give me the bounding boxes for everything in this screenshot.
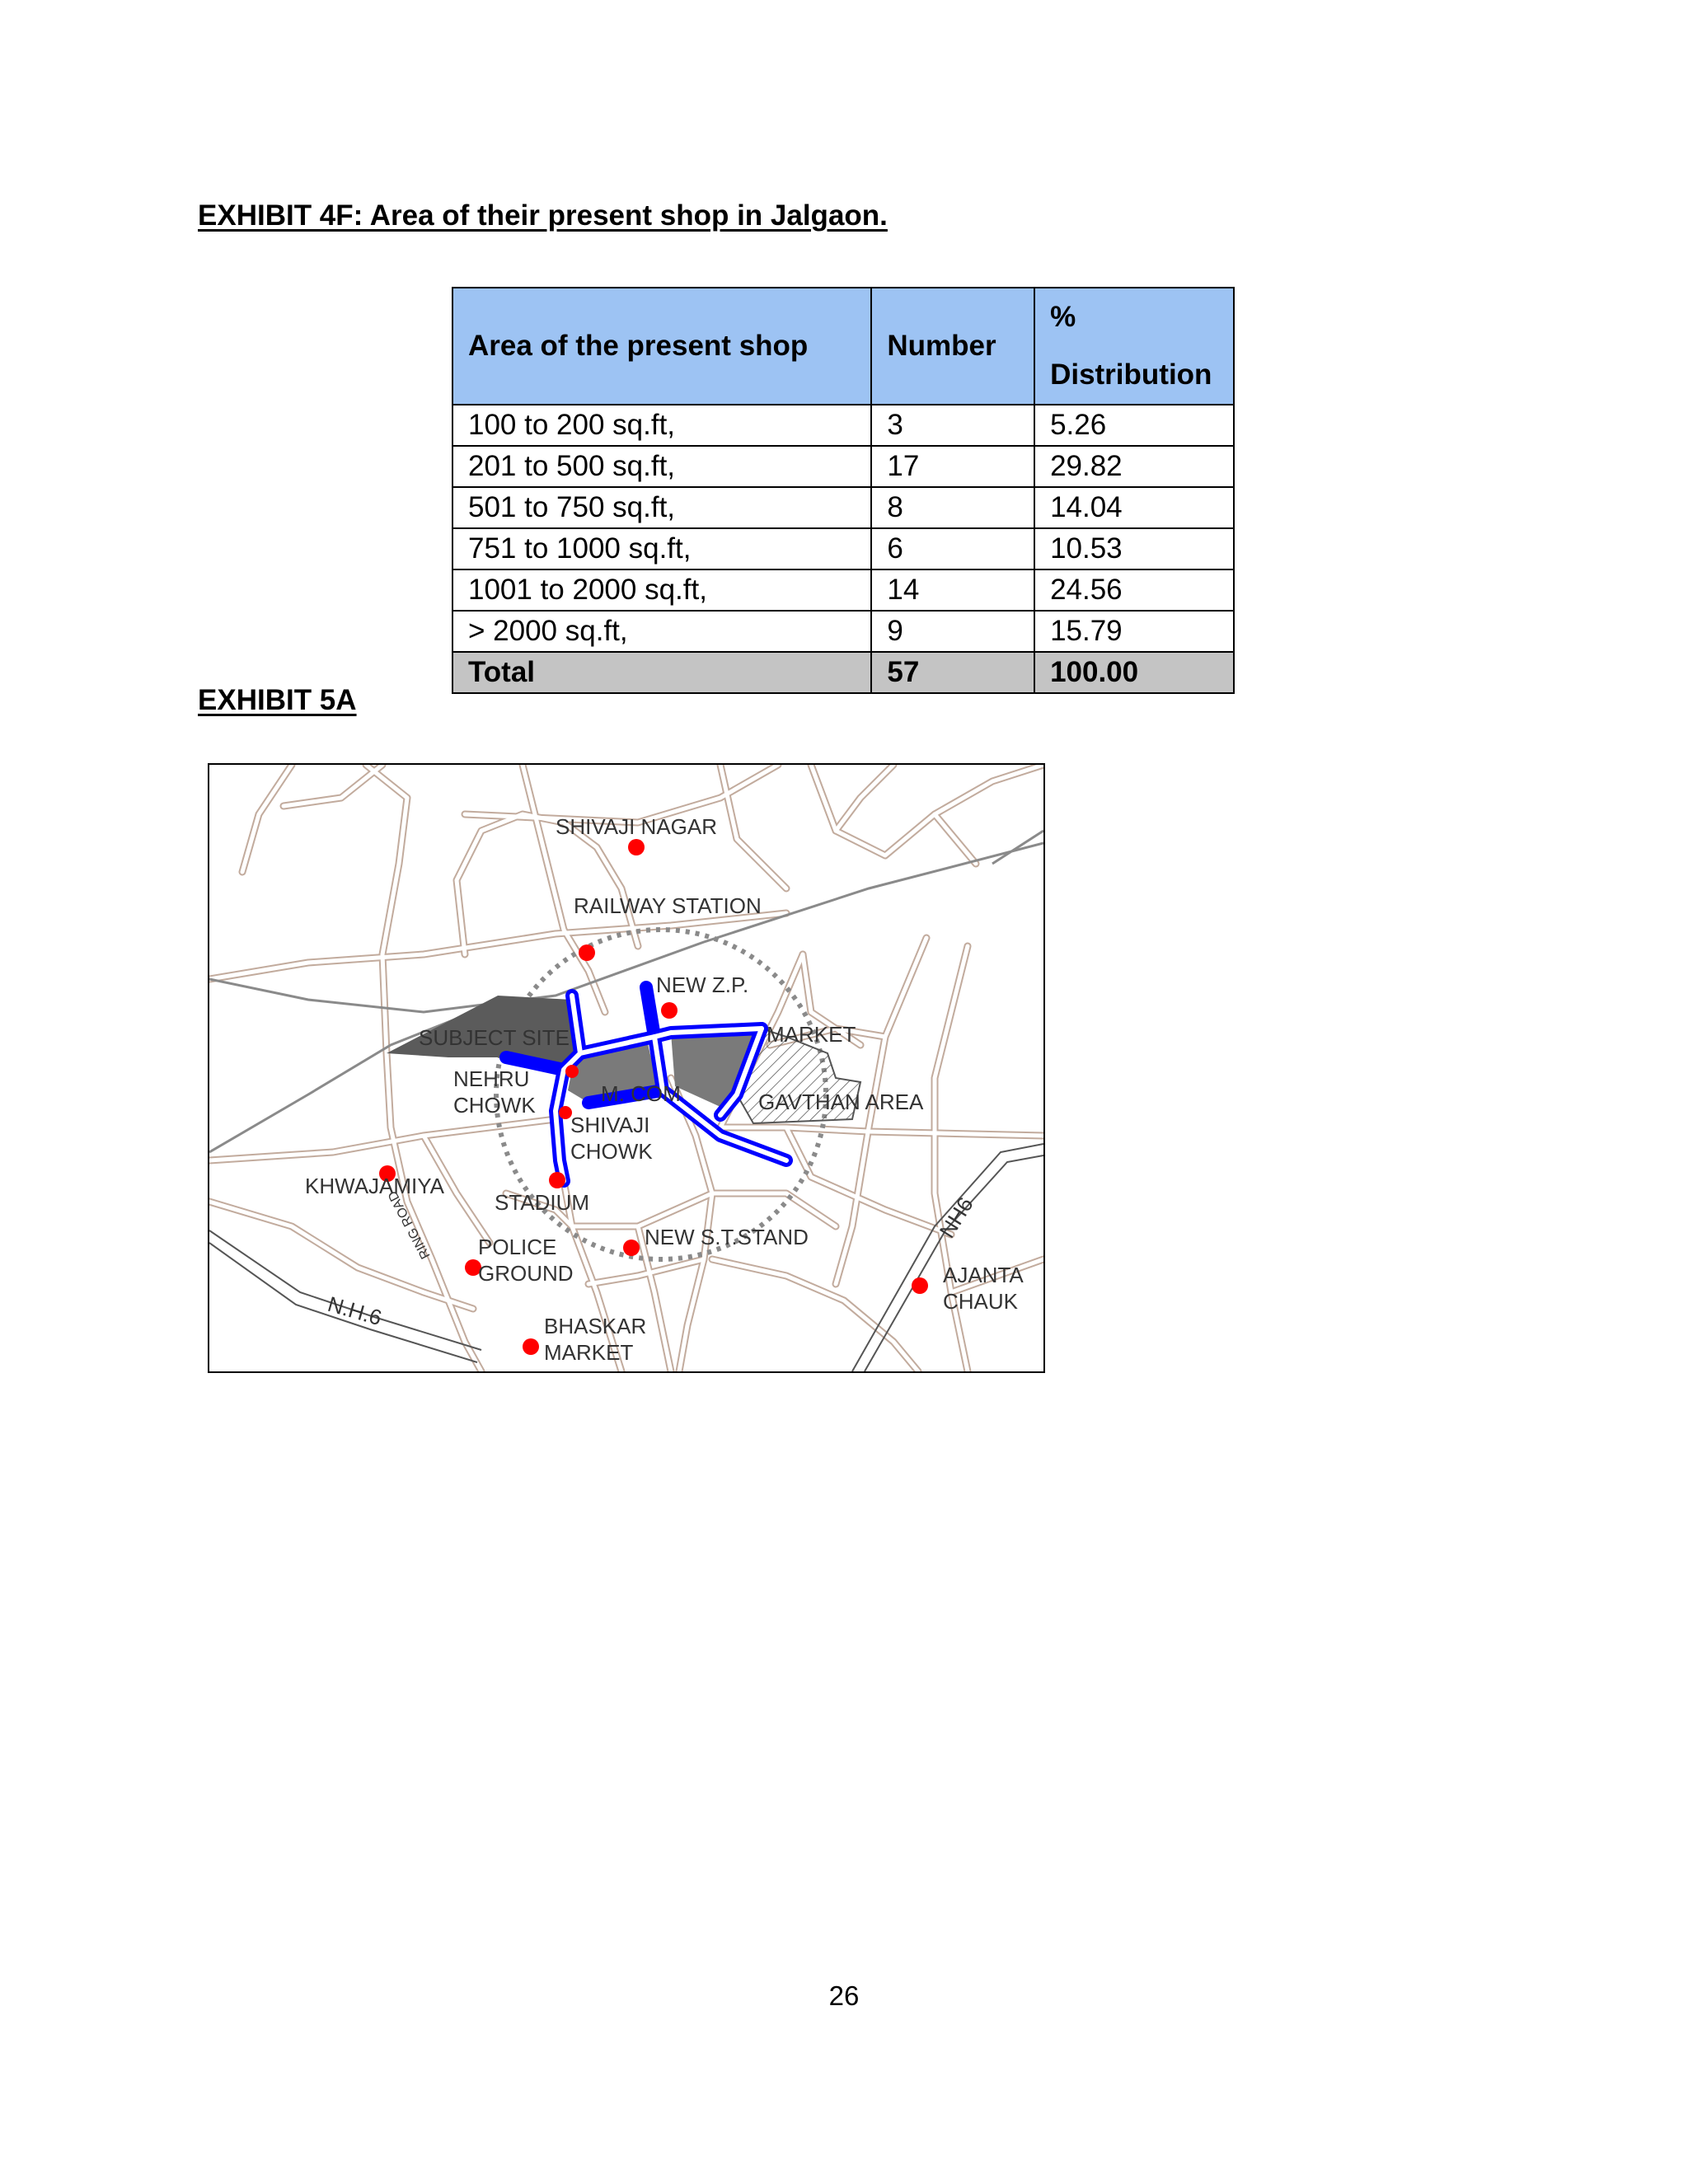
cell-percent: 14.04	[1034, 487, 1234, 528]
exhibit-4f-heading: EXHIBIT 4F: Area of their present shop in Jalgaon.	[198, 199, 888, 232]
header-percent-sign: %	[1050, 301, 1076, 333]
table-row	[452, 487, 1234, 528]
label-police-ground: GROUND	[478, 1261, 574, 1286]
label-shivaji-nagar: SHIVAJI NAGAR	[556, 814, 718, 839]
label-shivaji: SHIVAJI	[570, 1113, 650, 1137]
header-number: Number	[871, 288, 1034, 405]
cell-percent: 5.26	[1034, 405, 1234, 446]
header-distribution-word: Distribution	[1050, 359, 1212, 391]
label-khwajamiya: KHWAJAMIYA	[305, 1174, 445, 1198]
cell-percent: 15.79	[1034, 611, 1234, 652]
ajanta-chauk-marker	[912, 1277, 928, 1294]
table-row	[452, 528, 1234, 569]
label-bhaskar: BHASKAR	[544, 1314, 647, 1338]
label-police: POLICE	[478, 1235, 557, 1259]
cell-area: 501 to 750 sq.ft,	[452, 487, 871, 528]
table-header-row	[452, 288, 1234, 405]
label-new-st-stand: NEW S.T.STAND	[645, 1225, 809, 1249]
exhibit-5a-heading: EXHIBIT 5A	[198, 684, 357, 716]
table-total-row	[452, 652, 1234, 693]
total-label: Total	[452, 652, 871, 693]
label-shivaji-chowk: CHOWK	[570, 1139, 653, 1164]
cell-number: 8	[871, 487, 1034, 528]
total-percent: 100.00	[1034, 652, 1234, 693]
bhaskar-market-marker	[523, 1338, 539, 1355]
nehru-chowk-marker	[565, 1065, 579, 1078]
label-railway-station: RAILWAY STATION	[574, 893, 762, 918]
cell-percent: 24.56	[1034, 569, 1234, 611]
table-row	[452, 611, 1234, 652]
cell-number: 3	[871, 405, 1034, 446]
table-row	[452, 569, 1234, 611]
new-st-stand-marker	[623, 1240, 640, 1256]
label-nehru: NEHRU	[453, 1066, 530, 1091]
cell-number: 17	[871, 446, 1034, 487]
label-market: MARKET	[767, 1022, 856, 1047]
location-map	[208, 763, 1045, 1373]
total-number: 57	[871, 652, 1034, 693]
label-new-zp: NEW Z.P.	[656, 972, 749, 997]
label-bhaskar-market: MARKET	[544, 1340, 634, 1365]
cell-percent: 29.82	[1034, 446, 1234, 487]
cell-number: 9	[871, 611, 1034, 652]
table-row	[452, 405, 1234, 446]
label-nh6-left: N.H.6	[325, 1291, 385, 1331]
header-distribution	[1034, 288, 1234, 405]
page-number: 26	[828, 1980, 860, 2011]
label-stadium: STADIUM	[495, 1190, 590, 1215]
stadium-marker	[549, 1172, 565, 1188]
label-ajanta: AJANTA	[943, 1263, 1024, 1287]
new-zp-marker	[661, 1002, 678, 1019]
cell-number: 14	[871, 569, 1034, 611]
label-subject-site: SUBJECT SITE	[419, 1025, 570, 1050]
cell-area: 100 to 200 sq.ft,	[452, 405, 871, 446]
cell-percent: 10.53	[1034, 528, 1234, 569]
cell-area: > 2000 sq.ft,	[452, 611, 871, 652]
map-svg	[209, 765, 1043, 1371]
label-m-com: M. COM	[601, 1081, 681, 1106]
cell-area: 751 to 1000 sq.ft,	[452, 528, 871, 569]
label-nehru-chowk: CHOWK	[453, 1093, 536, 1118]
railway-station-marker	[579, 944, 595, 961]
label-ring-road: RING ROAD	[385, 1188, 434, 1262]
cell-area: 201 to 500 sq.ft,	[452, 446, 871, 487]
shop-area-table	[452, 287, 1235, 694]
label-ajanta-chauk: CHAUK	[943, 1289, 1019, 1314]
table-row	[452, 446, 1234, 487]
label-nh6-right: NH6	[934, 1193, 978, 1243]
header-area: Area of the present shop	[452, 288, 871, 405]
label-gavthan-area: GAVTHAN AREA	[758, 1090, 924, 1114]
cell-area: 1001 to 2000 sq.ft,	[452, 569, 871, 611]
shivaji-nagar-marker	[628, 839, 645, 855]
cell-number: 6	[871, 528, 1034, 569]
